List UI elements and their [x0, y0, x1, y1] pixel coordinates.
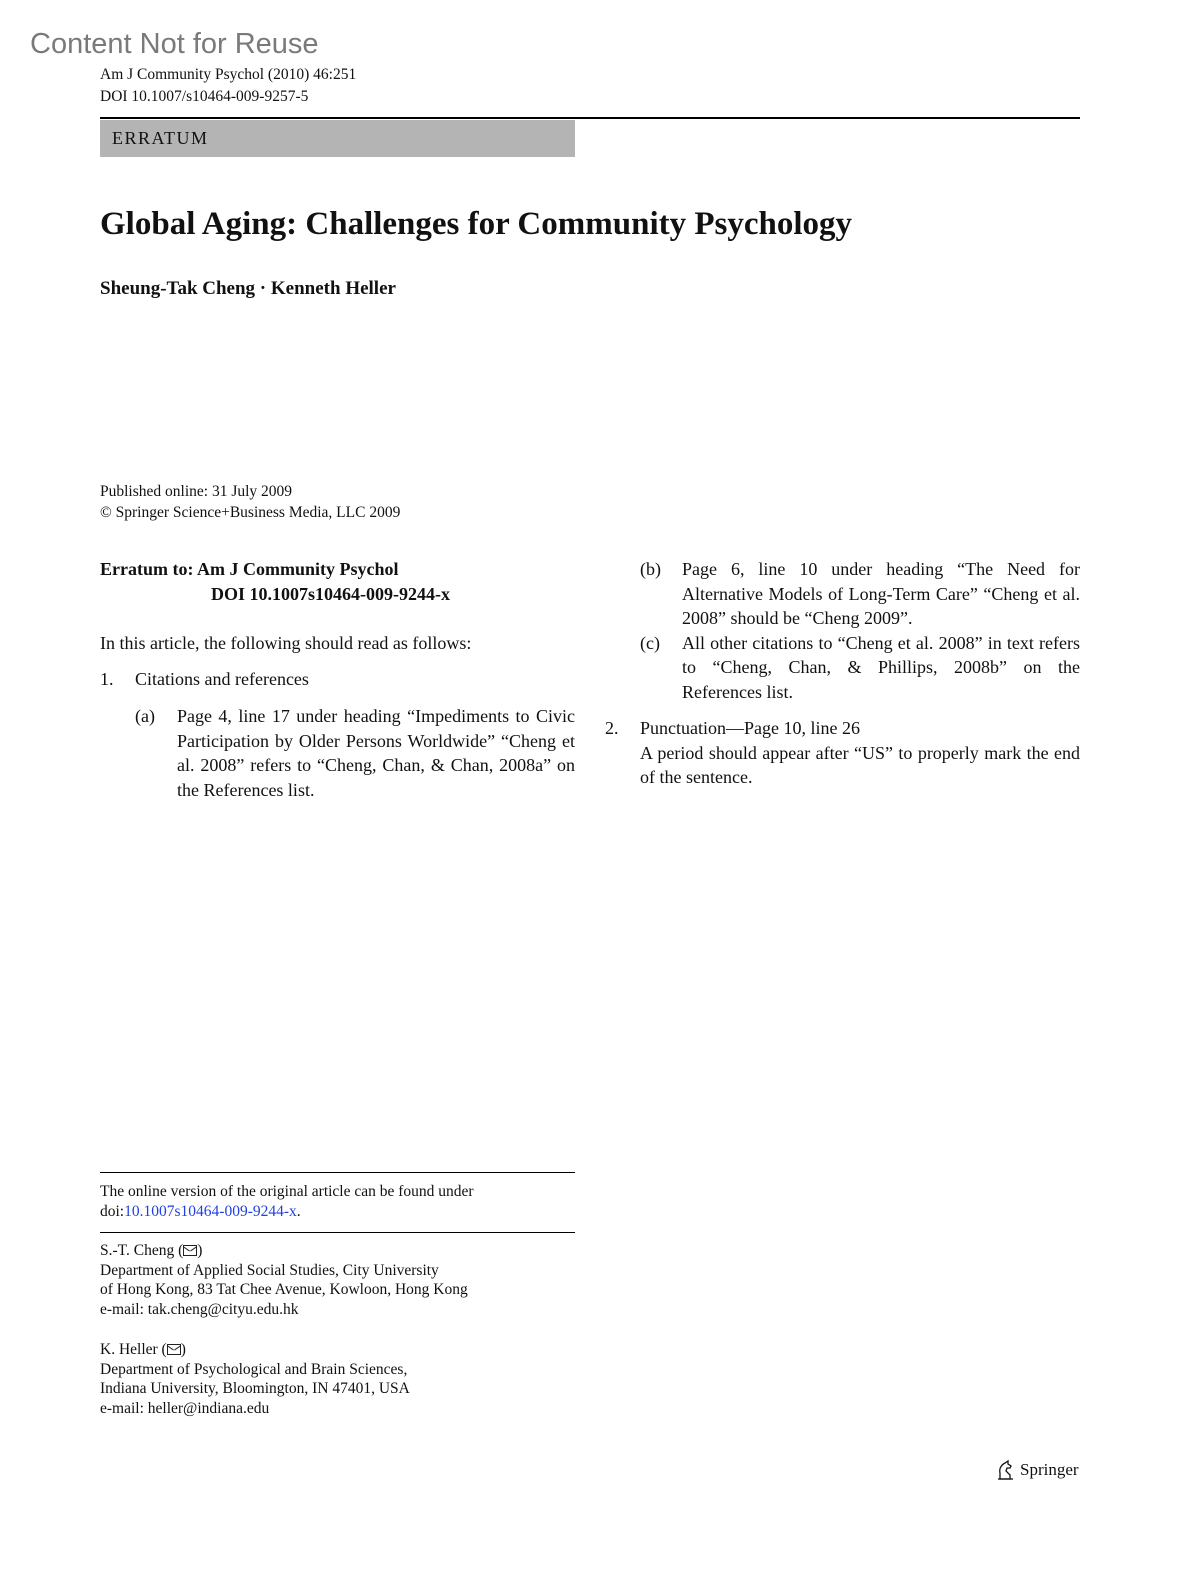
author2-name: K. Heller [100, 1341, 158, 1358]
item-title: Punctuation—Page 10, line 26 [640, 718, 860, 738]
doi-link[interactable]: 10.1007s10464-009-9244-x [124, 1202, 297, 1220]
journal-doi: DOI 10.1007/s10464-009-9257-5 [100, 88, 309, 105]
sub-item-letter: (c) [640, 632, 660, 653]
envelope-icon [183, 1245, 197, 1256]
publisher-logo [996, 1458, 1079, 1482]
sub-item-text: Page 6, line 10 under heading “The Need for Alternative Models of Long-Term Care” “Cheng et al. 2008” should be “Cheng 2009”. [682, 559, 1080, 628]
author1-email: e-mail: tak.cheng@cityu.edu.hk [100, 1300, 299, 1318]
envelope-icon [167, 1344, 181, 1355]
sub-item-text: All other citations to “Cheng et al. 2008” in text refers to “Cheng, Chan, & Phillips, 2008b” on the References list. [682, 632, 1080, 702]
list-item-2 [605, 716, 1080, 790]
journal-citation: Am J Community Psychol (2010) 46:251 [100, 66, 357, 83]
intro-text: In this article, the following should read as follows: [100, 633, 472, 653]
copyright: © Springer Science+Business Media, LLC 2009 [100, 504, 401, 521]
sub-item-text: Page 4, line 17 under heading “Impediments to Civic Participation by Older Persons Worldwide” “Cheng et al. 2008” refers to “Cheng, Chan, & Chan, 2008a” on the References list. [177, 706, 575, 800]
affiliation-rule [100, 1232, 575, 1233]
author1-dept-line1: Department of Applied Social Studies, City University [100, 1261, 439, 1279]
watermark: Content Not for Reuse [30, 28, 319, 60]
online-version-note [100, 1182, 474, 1221]
sub-item-a [100, 704, 575, 802]
publication-info [100, 481, 400, 523]
item-body: A period should appear after “US” to properly mark the end of the sentence. [640, 742, 1080, 787]
sub-item-b [605, 557, 1080, 631]
publisher-name: Springer [1020, 1460, 1079, 1479]
author1-name: S.-T. Cheng [100, 1242, 175, 1259]
item-title: Citations and references [135, 668, 309, 689]
author1-affiliation [100, 1241, 468, 1319]
footnote-rule [100, 1172, 575, 1173]
list-item-1 [100, 667, 575, 692]
journal-header [100, 64, 356, 108]
sub-item-letter: (b) [640, 559, 661, 579]
springer-horse-icon [996, 1459, 1016, 1481]
sub-item-c [605, 631, 1080, 705]
published-date: Published online: 31 July 2009 [100, 483, 293, 500]
erratum-heading-line1: Erratum to: Am J Community Psychol [100, 559, 399, 579]
erratum-heading-doi: DOI 10.1007s10464-009-9244-x [211, 583, 450, 604]
item-number: 1. [100, 668, 114, 689]
author2-dept-line1: Department of Psychological and Brain Sciences, [100, 1360, 408, 1378]
online-note-text: The online version of the original article can be found under [100, 1183, 474, 1200]
doi-prefix: doi: [100, 1202, 125, 1220]
sub-item-letter: (a) [135, 706, 155, 726]
erratum-heading [100, 557, 575, 606]
erratum-label: ERRATUM [100, 120, 575, 157]
author2-dept-line2: Indiana University, Bloomington, IN 47401, USA [100, 1380, 410, 1397]
doi-suffix: . [296, 1202, 301, 1220]
right-column [605, 557, 1080, 790]
author2-email: e-mail: heller@indiana.edu [100, 1399, 270, 1417]
author2-name-row: K. Heller ( ) [100, 1341, 186, 1358]
item-number: 2. [605, 718, 619, 738]
left-column [100, 557, 575, 802]
author2-affiliation [100, 1340, 410, 1418]
author1-name-row: S.-T. Cheng ( ) [100, 1242, 203, 1259]
article-title: Global Aging: Challenges for Community Psychology [100, 206, 853, 242]
author1-dept-line2: of Hong Kong, 83 Tat Chee Avenue, Kowloon, Hong Kong [100, 1281, 468, 1298]
authors: Sheung-Tak Cheng · Kenneth Heller [100, 278, 396, 299]
online-note-doi [100, 1202, 474, 1222]
header-rule [100, 117, 1080, 119]
